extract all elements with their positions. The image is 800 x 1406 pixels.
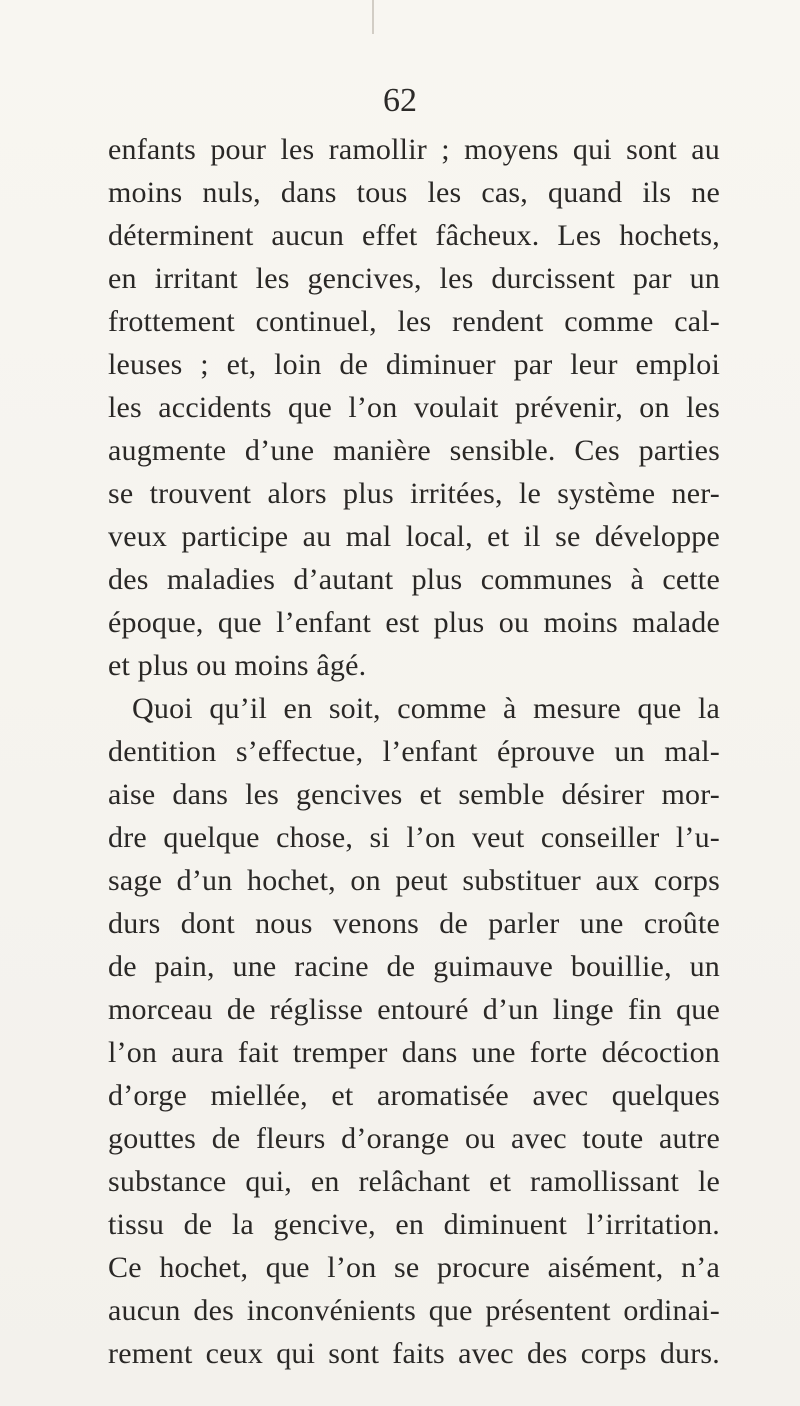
text-line: Quoi qu’il en soit, comme à mesure que la (132, 692, 720, 725)
text-line: sage d’un hochet, on peut substituer aux corps (108, 864, 720, 897)
text-line: augmente d’une manière sensible. Ces parties (108, 434, 720, 467)
text-line: frottement continuel, les rendent comme cal- (108, 305, 720, 338)
text-line: morceau de réglisse entouré d’un linge fin que (108, 993, 720, 1026)
text-line: en irritant les gencives, les durcissent par un (108, 262, 720, 295)
text-line: se trouvent alors plus irritées, le système ner- (108, 477, 720, 510)
text-line: substance qui, en relâchant et ramollissant le (108, 1165, 720, 1198)
text-line: et plus ou moins âgé. (108, 649, 367, 682)
text-line: dentition s’effectue, l’enfant éprouve un mal- (108, 735, 720, 768)
text-line: dre quelque chose, si l’on veut conseiller l’u- (108, 821, 720, 854)
page-text (108, 128, 720, 1375)
text-line: Ce hochet, que l’on se procure aisément, n’a (108, 1251, 720, 1284)
text-line: de pain, une racine de guimauve bouillie, un (108, 950, 720, 983)
page-number: 62 (383, 82, 417, 119)
text-line: gouttes de fleurs d’orange ou avec toute autre (108, 1122, 720, 1155)
text-line: aucun des inconvénients que présentent ordinai- (108, 1294, 720, 1327)
text-line: d’orge miellée, et aromatisée avec quelques (108, 1079, 720, 1112)
text-line: l’on aura fait tremper dans une forte décoction (108, 1036, 720, 1069)
text-line: aise dans les gencives et semble désirer mor- (108, 778, 720, 811)
scan-mark (372, 0, 374, 34)
text-line: époque, que l’enfant est plus ou moins malade (108, 606, 720, 639)
text-line: tissu de la gencive, en diminuent l’irritation. (108, 1208, 720, 1241)
text-line: enfants pour les ramollir ; moyens qui sont au (108, 133, 720, 166)
text-line: leuses ; et, loin de diminuer par leur emploi (108, 348, 720, 381)
text-line: déterminent aucun effet fâcheux. Les hochets, (108, 219, 720, 252)
text-line: veux participe au mal local, et il se développe (108, 520, 720, 553)
text-line: rement ceux qui sont faits avec des corps durs. (108, 1337, 720, 1370)
text-line: moins nuls, dans tous les cas, quand ils ne (108, 176, 720, 209)
text-line: durs dont nous venons de parler une croûte (108, 907, 720, 940)
text-line: des maladies d’autant plus communes à cette (108, 563, 720, 596)
text-line: les accidents que l’on voulait prévenir, on les (108, 391, 720, 424)
